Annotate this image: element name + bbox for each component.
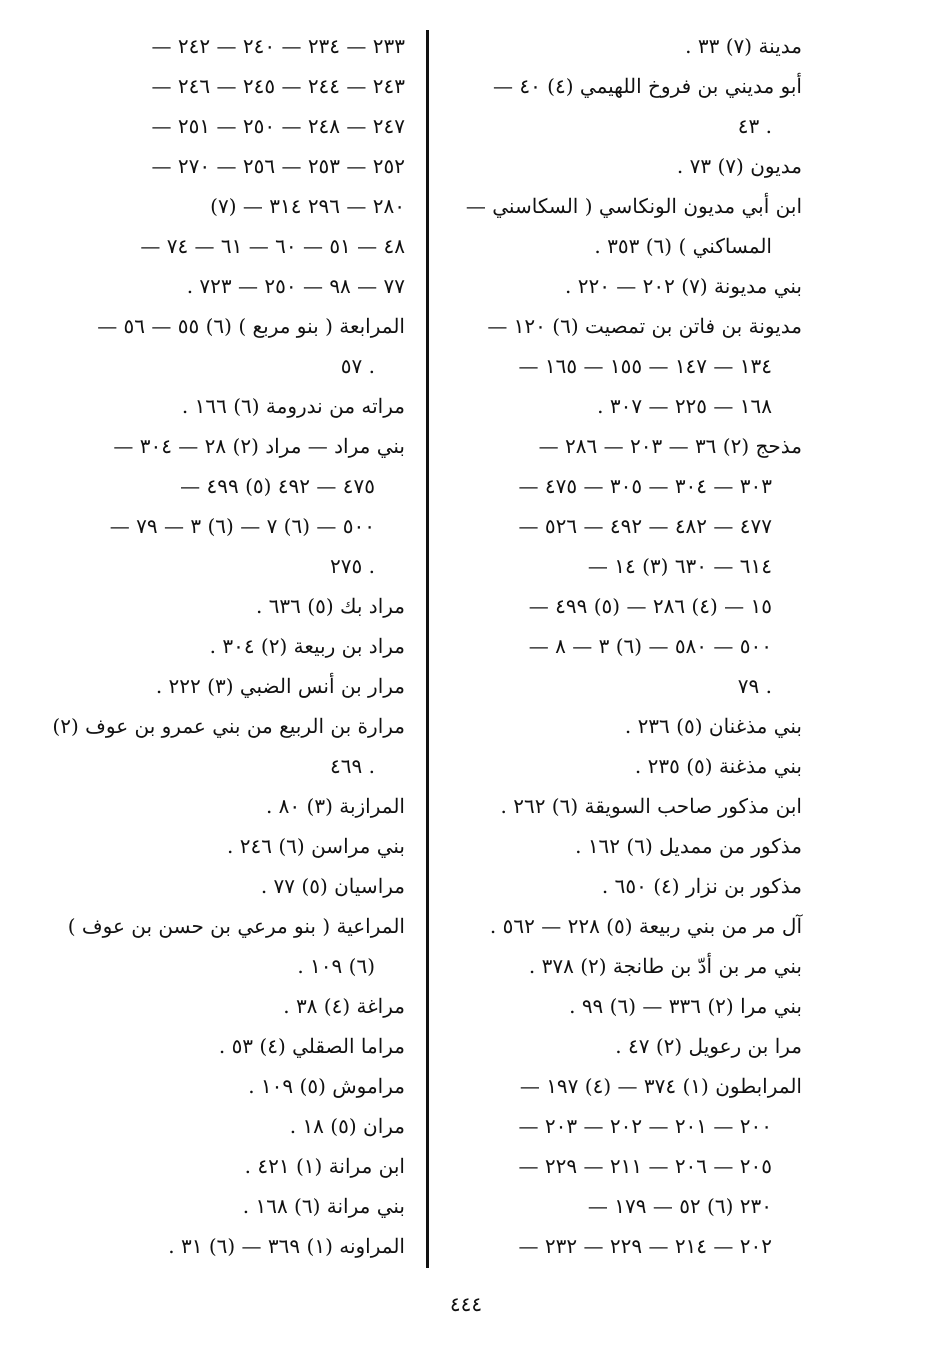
index-entry: ابن مذكور صاحب السويقة (٦) ٢٦٢ . bbox=[500, 794, 802, 818]
index-entry-continuation: ٦١٤ — ٦٣٠ (٣) ١٤ — bbox=[587, 554, 772, 578]
index-entry-continuation: ١٦٨ — ٢٢٥ — ٣٠٧ . bbox=[597, 394, 772, 418]
index-entry-continuation: . ٢٧٥ bbox=[330, 554, 375, 578]
index-entry-continuation: ٤٨ — ٥١ — ٦٠ — ٦١ — ٧٤ — bbox=[140, 234, 405, 258]
index-entry-continuation: . ٤٣ bbox=[737, 114, 772, 138]
index-entry: مران (٥) ١٨ . bbox=[289, 1114, 405, 1138]
index-entry: مراسيان (٥) ٧٧ . bbox=[260, 874, 405, 898]
index-entry: بني مر بن أدّ بن طانجة (٢) ٣٧٨ . bbox=[528, 954, 802, 978]
index-entry: أبو مديني بن فروخ اللهيمي (٤) ٤٠ — bbox=[492, 74, 802, 98]
page-number: ٤٤٤ bbox=[449, 1292, 483, 1316]
index-entry-continuation: ٧٧ — ٩٨ — ٢٥٠ — ٧٢٣ . bbox=[186, 274, 405, 298]
column-divider bbox=[426, 30, 429, 1268]
index-entry-continuation: ٥٠٠ — (٦) ٧ — (٦) ٣ — ٧٩ — bbox=[109, 514, 375, 538]
index-entry: مذكور من ممديل (٦) ١٦٢ . bbox=[575, 834, 802, 858]
index-entry: مراد بن ربيعة (٢) ٣٠٤ . bbox=[209, 634, 405, 658]
index-column-left bbox=[52, 26, 405, 1266]
index-entry-continuation: ٤٧٥ — ٤٩٢ (٥) ٤٩٩ — bbox=[180, 474, 375, 498]
index-entry: مديونة بن فاتن بن تمصيت (٦) ١٢٠ — bbox=[487, 314, 802, 338]
index-entry: مرا بن رعويل (٢) ٤٧ . bbox=[615, 1034, 802, 1058]
index-entry-continuation: ٢٠٢ — ٢١٤ — ٢٢٩ — ٢٣٢ — bbox=[518, 1234, 772, 1258]
index-entry: المرابطون (١) ٣٧٤ — (٤) ١٩٧ — bbox=[519, 1074, 802, 1098]
index-entry-continuation: ٢٠٥ — ٢٠٦ — ٢١١ — ٢٢٩ — bbox=[518, 1154, 772, 1178]
index-entry-continuation: . ٥٧ bbox=[340, 354, 375, 378]
index-entry-continuation: ٢٤٣ — ٢٤٤ — ٢٤٥ — ٢٤٦ — bbox=[151, 74, 405, 98]
index-entry-continuation: ٢٥٢ — ٢٥٣ — ٢٥٦ — ٢٧٠ — bbox=[151, 154, 405, 178]
index-entry: ابن أبي مديون الونكاسي ( السكاسني — bbox=[465, 194, 802, 218]
index-entry: المراعية ( بنو مرعي بن حسن بن عوف ) bbox=[67, 914, 405, 938]
index-entry: آل مر من بني ربيعة (٥) ٢٢٨ — ٥٦٢ . bbox=[489, 914, 802, 938]
index-entry: مرارة بن الربيع من بني عمرو بن عوف (٢) bbox=[52, 714, 405, 738]
index-entry: المراونه (١) ٣٦٩ — (٦) ٣١ . bbox=[168, 1234, 405, 1258]
index-entry-continuation: ٤٧٧ — ٤٨٢ — ٤٩٢ — ٥٢٦ — bbox=[518, 514, 772, 538]
index-entry-continuation: . ٧٩ bbox=[737, 674, 772, 698]
index-entry: مرار بن أنس الضبي (٣) ٢٢٢ . bbox=[155, 674, 405, 698]
index-entry: مديون (٧) ٧٣ . bbox=[676, 154, 802, 178]
index-entry-continuation: ٢٣٣ — ٢٣٤ — ٢٤٠ — ٢٤٢ — bbox=[151, 34, 405, 58]
index-entry-continuation: ٥٠٠ — ٥٨٠ — (٦) ٣ — ٨ — bbox=[528, 634, 772, 658]
index-entry-continuation: ٢٤٧ — ٢٤٨ — ٢٥٠ — ٢٥١ — bbox=[151, 114, 405, 138]
index-entry: بني مذغنة (٥) ٢٣٥ . bbox=[634, 754, 802, 778]
index-entry-continuation: ٣٠٣ — ٣٠٤ — ٣٠٥ — ٤٧٥ — bbox=[518, 474, 772, 498]
index-entry-continuation: ١٥ — (٤) ٢٨٦ — (٥) ٤٩٩ — bbox=[528, 594, 772, 618]
index-entry: بني مراسن (٦) ٢٤٦ . bbox=[227, 834, 405, 858]
index-entry: بني مرانة (٦) ١٦٨ . bbox=[242, 1194, 405, 1218]
index-entry: ابن مرانة (١) ٤٢١ . bbox=[244, 1154, 405, 1178]
index-entry: مذحج (٢) ٣٦ — ٢٠٣ — ٢٨٦ — bbox=[538, 434, 802, 458]
index-entry-continuation: . ٤٦٩ bbox=[330, 754, 375, 778]
index-entry-continuation: المساكني ) (٦) ٣٥٣ . bbox=[594, 234, 772, 258]
index-entry-continuation: ٢٣٠ (٦) ٥٢ — ١٧٩ — bbox=[587, 1194, 772, 1218]
index-entry: مدينة (٧) ٣٣ . bbox=[685, 34, 802, 58]
index-entry: بني مرا (٢) ٣٣٦ — (٦) ٩٩ . bbox=[569, 994, 802, 1018]
index-entry: مذكور بن نزار (٤) ٦٥٠ . bbox=[601, 874, 802, 898]
index-entry: مراما الصقلي (٤) ٥٣ . bbox=[218, 1034, 405, 1058]
index-entry: المرازبة (٣) ٨٠ . bbox=[265, 794, 405, 818]
index-entry: مراموش (٥) ١٠٩ . bbox=[248, 1074, 405, 1098]
index-entry-continuation: ٢٠٠ — ٢٠١ — ٢٠٢ — ٢٠٣ — bbox=[518, 1114, 772, 1138]
index-entry: بني مذغنان (٥) ٢٣٦ . bbox=[624, 714, 802, 738]
index-column-right bbox=[437, 26, 802, 1266]
index-entry: المرابعة ( بنو مربع ) (٦) ٥٥ — ٥٦ — bbox=[97, 314, 405, 338]
index-entry-continuation: (٦) ١٠٩ . bbox=[297, 954, 375, 978]
index-entry: مراته من ندرومة (٦) ١٦٦ . bbox=[181, 394, 405, 418]
index-entry: مراغة (٤) ٣٨ . bbox=[283, 994, 405, 1018]
index-entry: بني مراد — مراد (٢) ٢٨ — ٣٠٤ — bbox=[113, 434, 405, 458]
index-entry: بني مديونة (٧) ٢٠٢ — ٢٢٠ . bbox=[564, 274, 802, 298]
index-entry-continuation: ٢٨٠ — ٢٩٦ ٣١٤ — (٧) bbox=[210, 194, 405, 218]
index-entry-continuation: ١٣٤ — ١٤٧ — ١٥٥ — ١٦٥ — bbox=[518, 354, 772, 378]
index-entry: مراد بك (٥) ٦٣٦ . bbox=[255, 594, 405, 618]
